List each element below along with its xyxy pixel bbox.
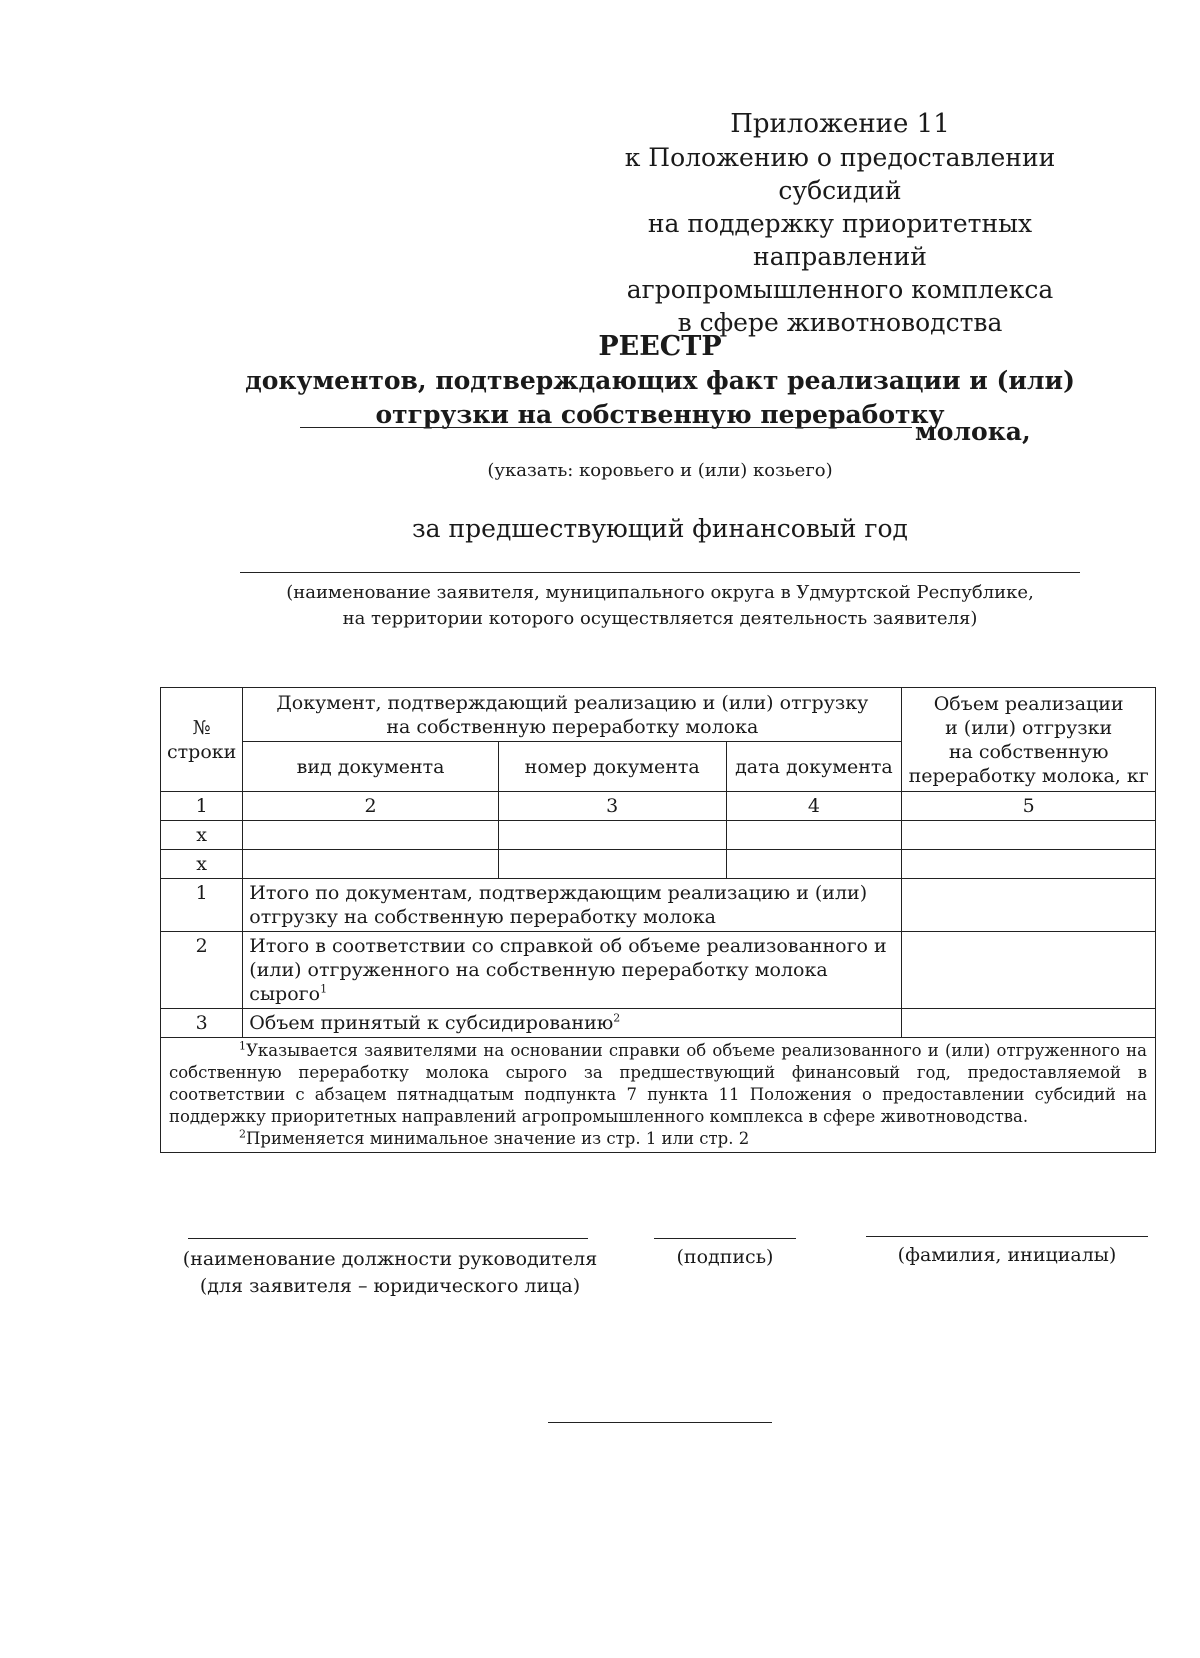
total-2-value <box>902 932 1156 1009</box>
total-1-line-2: отгрузку на собственную переработку молока <box>249 906 716 928</box>
table-index-row <box>161 792 1156 821</box>
total-2-number: 2 <box>161 932 243 1009</box>
total-1-value <box>902 879 1156 932</box>
appendix-line-1: к Положению о предоставлении субсидий <box>624 143 1056 205</box>
total-1-line-1: Итого по документам, подтверждающим реализацию и (или) <box>249 882 868 904</box>
appendix-title: Приложение 11 <box>730 109 950 139</box>
index-cell: 3 <box>498 792 726 821</box>
row-marker: х <box>161 850 243 879</box>
milk-word: молока, <box>915 417 1031 446</box>
index-cell: 2 <box>243 792 499 821</box>
table-header-row <box>161 688 1156 742</box>
row-marker: х <box>161 821 243 850</box>
header-doc-date: дата документа <box>726 742 902 792</box>
header-volume-line-2: и (или) отгрузки <box>945 716 1113 739</box>
position-blank-line <box>188 1238 588 1239</box>
index-cell: 4 <box>726 792 902 821</box>
name-caption: (фамилия, инициалы) <box>897 1244 1117 1266</box>
registry-table <box>160 687 1156 1153</box>
position-caption-line-1: (наименование должности руководителя <box>182 1248 598 1270</box>
total-3-label <box>243 1009 902 1038</box>
header-num-label: строки <box>167 740 237 763</box>
total-1-label <box>243 879 902 932</box>
total-1-number: 1 <box>161 879 243 932</box>
footnote-1-mark: 1 <box>239 1039 246 1053</box>
table-cell <box>726 850 902 879</box>
footnotes-cell <box>161 1038 1156 1153</box>
table-cell <box>902 821 1156 850</box>
title-line-2: отгрузки на собственную переработку <box>375 400 945 429</box>
total-row-1 <box>161 879 1156 932</box>
header-volume <box>902 688 1156 792</box>
period-text: за предшествующий финансовый год <box>412 514 908 543</box>
appendix-header <box>560 108 1120 339</box>
applicant-hint-line-2: на территории которого осуществляется деятельность заявителя) <box>342 608 978 629</box>
index-cell: 1 <box>161 792 243 821</box>
applicant-hint <box>240 580 1080 632</box>
applicant-hint-line-1: (наименование заявителя, муниципального округа в Удмуртской Республике, <box>286 582 1034 603</box>
index-cell: 5 <box>902 792 1156 821</box>
footnote-1 <box>169 1040 1147 1128</box>
header-volume-line-4: переработку молока, кг <box>908 764 1149 787</box>
total-3-value <box>902 1009 1156 1038</box>
header-document-line-2: на собственную переработку молока <box>386 715 759 738</box>
header-document <box>243 688 902 742</box>
header-doc-number: номер документа <box>498 742 726 792</box>
table-cell <box>726 821 902 850</box>
header-doc-type: вид документа <box>243 742 499 792</box>
total-3-number: 3 <box>161 1009 243 1038</box>
table-row <box>161 821 1156 850</box>
title-main: РЕЕСТР <box>598 331 722 362</box>
total-2-label <box>243 932 902 1009</box>
total-2-line-1: Итого в соответствии со справкой об объеме реализованного и <box>249 935 887 957</box>
header-volume-line-3: на собственную <box>948 740 1109 763</box>
footnote-1-text: Указывается заявителями на основании справки об объеме реализованного и (или) отгруженного на собственную переработку молока сырого за предшествующий финансовый год, предоставляемой в соответствии с абзацем пятнадцатым подпункта 7 пункта 11 Положения о предоставлении субсидий на поддержку приоритетных направлений агропромышленного комплекса в сфере животноводства. <box>169 1041 1147 1126</box>
appendix-line-2: на поддержку приоритетных направлений <box>647 209 1033 271</box>
header-num-symbol: № <box>192 716 211 739</box>
total-2-line-2-text: (или) отгруженного на собственную переработку молока сырого <box>249 959 828 1005</box>
table-row <box>161 850 1156 879</box>
header-volume-line-1: Объем реализации <box>933 692 1124 715</box>
position-caption <box>170 1246 610 1300</box>
applicant-blank-line <box>240 572 1080 573</box>
table-cell <box>498 850 726 879</box>
bottom-divider-line <box>548 1422 772 1423</box>
name-blank-line <box>866 1236 1148 1237</box>
milk-type-hint: (указать: коровьего и (или) козьего) <box>487 460 833 481</box>
total-3-text: Объем принятый к субсидированию <box>249 1012 614 1034</box>
footnote-ref-2: 2 <box>613 1011 621 1025</box>
position-caption-line-2: (для заявителя – юридического лица) <box>199 1275 581 1297</box>
footnote-2-text: Применяется минимальное значение из стр. 1 или стр. 2 <box>246 1129 750 1148</box>
signature-caption: (подпись) <box>676 1246 774 1268</box>
title-line-1: документов, подтверждающих факт реализации и (или) <box>245 366 1075 395</box>
table-cell <box>243 850 499 879</box>
footnote-2-mark: 2 <box>239 1127 246 1141</box>
table-cell <box>243 821 499 850</box>
total-row-2 <box>161 932 1156 1009</box>
header-row-number <box>161 688 243 792</box>
table-cell <box>498 821 726 850</box>
footnote-2 <box>169 1128 1147 1150</box>
milk-type-blank-line <box>300 427 912 428</box>
footnotes-row <box>161 1038 1156 1153</box>
appendix-line-4: в сфере животноводства <box>677 308 1003 337</box>
footnote-ref-1: 1 <box>320 982 328 996</box>
header-document-line-1: Документ, подтверждающий реализацию и (или) отгрузку <box>276 691 869 714</box>
table-cell <box>902 850 1156 879</box>
appendix-line-3: агропромышленного комплекса <box>626 275 1054 304</box>
total-2-line-2 <box>249 958 895 1006</box>
signature-blank-line <box>654 1238 796 1239</box>
total-row-3 <box>161 1009 1156 1038</box>
